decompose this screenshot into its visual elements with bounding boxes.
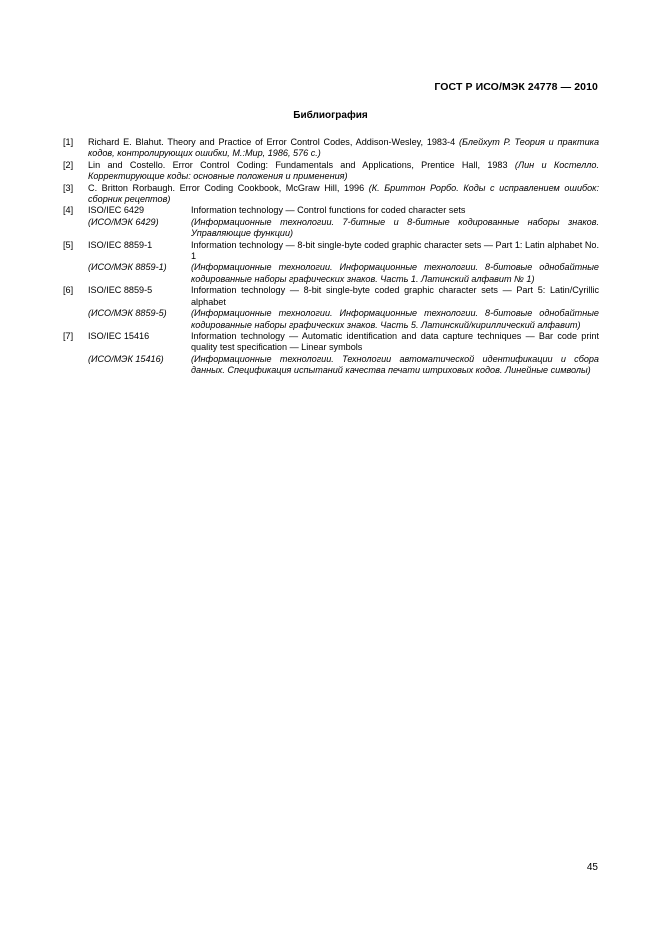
standard-row-russian — [88, 354, 599, 377]
standard-title: Information technology — Control functions for coded character sets — [191, 205, 466, 216]
standard-row — [88, 331, 599, 354]
standard-row — [88, 285, 599, 308]
bibliography-entry-3 — [63, 183, 599, 206]
entry-text — [88, 183, 599, 206]
standard-code-russian: (ИСО/МЭК 15416) — [88, 353, 164, 364]
standard-code: ISO/IEC 6429 — [88, 205, 145, 216]
standard-row-russian — [88, 308, 599, 331]
standard-code: ISO/IEC 15416 — [88, 330, 150, 341]
entry-number: [5] — [63, 239, 74, 250]
entry-russian-translation: (К. Бриттон Рорбо. Коды с исправлением ошибок: сборник рецептов) — [88, 182, 599, 205]
document-code-header: ГОСТ Р ИСО/МЭК 24778 — 2010 — [434, 81, 598, 93]
standard-title: Information technology — Automatic identification and data capture techniques — Bar code print quality test specification — Linear symbols — [191, 330, 599, 353]
standard-title-russian: (Информационные технологии. 7-битные и 8-битные кодированные наборы знаков. Управляющие функции) — [191, 216, 599, 239]
standard-title: Information technology — 8-bit single-byte coded graphic character sets — Part 5: Latin/Cyrillic alphabet — [191, 285, 599, 307]
bibliography-entry-1 — [63, 137, 599, 160]
entry-citation: Richard E. Blahut. Theory and Practice of Error Control Codes, Addison-Wesley, 1983-4 — [88, 137, 456, 147]
bibliography-title: Библиография — [293, 110, 368, 121]
entry-number: [1] — [63, 137, 74, 147]
entry-number: [7] — [63, 330, 74, 341]
standard-row-russian — [88, 217, 599, 240]
standard-title-russian: (Информационные технологии. Информационные технологии. 8-битовые однобайтные кодированные наборы графических знаков. Часть 1. Латинский алфавит № 1) — [191, 262, 599, 284]
entry-text — [88, 137, 599, 160]
standard-title-russian: (Информационные технологии. Технологии автоматической идентификации и сбора данных. Спецификация испытаний качества печати штриховых кодов. Линейные символы) — [191, 353, 599, 376]
bibliography-list — [63, 137, 599, 377]
entry-number: [4] — [63, 205, 74, 216]
standard-title-russian: (Информационные технологии. Информационные технологии. 8-битовые однобайтные кодированные наборы графических знаков. Часть 5. Латинский/кириллический алфавит) — [191, 308, 599, 330]
standard-code: ISO/IEC 8859-1 — [88, 239, 153, 250]
entry-russian-translation: (Блейхут Р. Теория и практика кодов, контролирующих ошибки, М.:Мир, 1986, 576 с.) — [88, 137, 599, 159]
bibliography-entry-4 — [63, 205, 599, 239]
standard-code-russian: (ИСО/МЭК 6429) — [88, 216, 159, 227]
bibliography-entry-6 — [63, 285, 599, 331]
standard-row — [88, 205, 599, 216]
bibliography-entry-5 — [63, 240, 599, 286]
standard-code: ISO/IEC 8859-5 — [88, 285, 153, 296]
entry-number: [6] — [63, 285, 74, 296]
bibliography-entry-2 — [63, 160, 599, 183]
entry-citation: Lin and Costello. Error Control Coding: Fundamentals and Applications, Prentice Hall, 1983 — [88, 159, 508, 170]
entry-russian-translation: (Лин и Костелло. Корректирующие коды: основные положения и применения) — [88, 159, 599, 182]
standard-title: Information technology — 8-bit single-byte coded graphic character sets — Part 1: Latin alphabet No. 1 — [191, 239, 599, 262]
standard-code-russian: (ИСО/МЭК 8859-5) — [88, 308, 167, 319]
standard-row — [88, 240, 599, 263]
entry-text — [88, 160, 599, 183]
entry-number: [2] — [63, 159, 74, 170]
standard-code-russian: (ИСО/МЭК 8859-1) — [88, 262, 167, 273]
entry-number: [3] — [63, 182, 74, 193]
standard-row-russian — [88, 262, 599, 285]
bibliography-entry-7 — [63, 331, 599, 377]
entry-citation: C. Britton Rorbaugh. Error Coding Cookbook, McGraw Hill, 1996 — [88, 182, 365, 193]
page-number: 45 — [586, 862, 598, 873]
